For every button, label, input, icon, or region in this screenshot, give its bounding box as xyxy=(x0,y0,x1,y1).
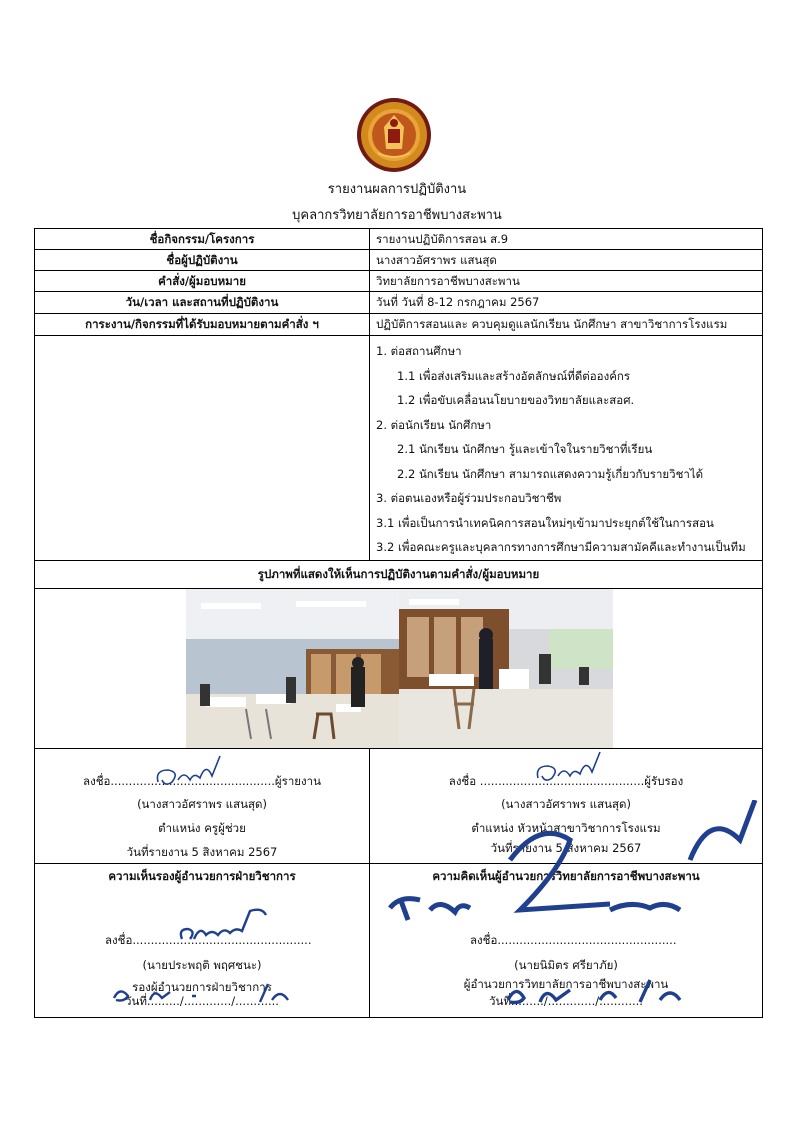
datetime-value: วันที่ วันที่ 8-12 กรกฎาคม 2567 xyxy=(370,292,763,314)
certifier-sign-line: ลงชื่อ .............................................ผู้รับรอง xyxy=(448,773,684,788)
certifier-name: (นางสาวอัศราพร แสนสุด) xyxy=(501,796,631,811)
reporter-position: ตำแหน่ง ครูผู้ช่วย xyxy=(158,820,246,835)
order-value: วิทยาลัยการอาชีพบางสะพาน xyxy=(370,271,763,292)
task-value: ปฏิบัติการสอนและ ควบคุมดูแลนักเรียน นักศึกษา สาขาวิชาการโรงแรม xyxy=(370,314,763,336)
form-row-activity xyxy=(35,229,763,250)
form-row-photo-title xyxy=(35,560,763,588)
objective-item: 2.1 นักเรียน นักศึกษา รู้และเข้าใจในรายวิชาที่เรียน xyxy=(397,442,653,456)
objective-item: 2. ต่อนักเรียน นักศึกษา xyxy=(376,417,492,432)
deputy-position: รองผู้อำนวยการฝ่ายวิชาการ xyxy=(132,979,272,994)
form-row-datetime xyxy=(35,292,763,314)
deputy-sign-line: ลงชื่อ................................................. xyxy=(105,932,312,947)
report-subtitle: บุคลากรวิทยาลัยการอาชีพบางสะพาน xyxy=(292,208,502,223)
deputy-heading: ความเห็นรองผู้อำนวยการฝ่ายวิชาการ xyxy=(108,868,296,883)
activity-photos xyxy=(186,589,613,748)
objective-item: 3. ต่อตนเองหรือผู้ร่วมประกอบวิชาชีพ xyxy=(376,491,562,505)
activity-label: ชื่อกิจกรรม/โครงการ xyxy=(35,229,370,250)
form-row-objectives xyxy=(35,336,763,561)
director-date-line: วันที่........./............./............ xyxy=(489,993,643,1008)
form-row-signatures xyxy=(35,748,763,863)
reporter-sign-line: ลงชื่อ.............................................ผู้รายงาน xyxy=(83,773,321,788)
performer-label: ชื่อผู้ปฏิบัติงาน xyxy=(35,250,370,271)
director-name: (นายนิมิตร ศรียาภัย) xyxy=(514,957,618,972)
form-row-opinions xyxy=(35,863,763,1017)
report-form-table xyxy=(34,228,763,1018)
certifier-position: ตำแหน่ง หัวหน้าสาขาวิชาการโรงแรม xyxy=(471,820,661,835)
deputy-name: (นายประพฤติ พฤศชนะ) xyxy=(142,957,262,972)
director-sign-line: ลงชื่อ................................................. xyxy=(470,932,677,947)
certifier-date: วันที่รายงาน 5 สิงหาคม 2567 xyxy=(490,840,642,855)
order-label: คำสั่ง/ผู้มอบหมาย xyxy=(35,271,370,292)
college-seal-logo xyxy=(356,97,432,173)
classroom-photo-2 xyxy=(399,589,613,748)
reporter-name: (นางสาวอัศราพร แสนสุด) xyxy=(137,796,267,811)
task-label: การะงาน/กิจกรรมที่ได้รับมอบหมายตามคำสั่ง ฯ xyxy=(35,314,370,336)
classroom-photo-1 xyxy=(186,589,399,748)
certifier-signature-block xyxy=(370,748,763,863)
photo-section-title: รูปภาพที่แสดงให้เห็นการปฏิบัติงานตามคำสั่ง/ผู้มอบหมาย xyxy=(35,560,763,588)
objectives-list xyxy=(370,336,763,561)
objective-item: 3.2 เพื่อคณะครูและบุคลากรทางการศึกษามีความสามัคคีและทำงานเป็นทีม xyxy=(376,540,746,554)
deputy-date-line: วันที่........./............./............ xyxy=(125,993,279,1008)
objective-item: 1. ต่อสถานศึกษา xyxy=(376,344,462,358)
reporter-date: วันที่รายงาน 5 สิงหาคม 2567 xyxy=(126,844,278,859)
form-row-order xyxy=(35,271,763,292)
director-heading: ความคิดเห็นผู้อำนวยการวิทยาลัยการอาชีพบางสะพาน xyxy=(432,868,700,883)
objective-item: 1.1 เพื่อส่งเสริมและสร้างอัตลักษณ์ที่ดีต่อองค์กร xyxy=(397,368,631,383)
objective-item: 2.2 นักเรียน นักศึกษา สามารถแสดงความรู้เกี่ยวกับรายวิชาได้ xyxy=(397,466,704,481)
activity-value: รายงานปฏิบัติการสอน ส.9 xyxy=(370,229,763,250)
form-row-task xyxy=(35,314,763,336)
report-title: รายงานผลการปฏิบัติงาน xyxy=(327,182,467,197)
objective-item: 3.1 เพื่อเป็นการนำเทคนิคการสอนใหม่ๆเข้ามาประยุกต์ใช้ในการสอน xyxy=(376,515,714,530)
deputy-opinion-block xyxy=(35,863,370,1017)
director-opinion-block xyxy=(370,863,763,1017)
form-row-photos xyxy=(35,588,763,748)
performer-value: นางสาวอัศราพร แสนสุด xyxy=(370,250,763,271)
reporter-signature-block xyxy=(35,748,370,863)
objectives-empty-cell xyxy=(35,336,370,561)
datetime-label: วัน/เวลา และสถานที่ปฏิบัติงาน xyxy=(35,292,370,314)
objective-item: 1.2 เพื่อขับเคลื่อนนโยบายของวิทยาลัยและสอศ. xyxy=(397,393,635,407)
form-row-performer xyxy=(35,250,763,271)
director-position: ผู้อำนวยการวิทยาลัยการอาชีพบางสะพาน xyxy=(463,976,669,991)
